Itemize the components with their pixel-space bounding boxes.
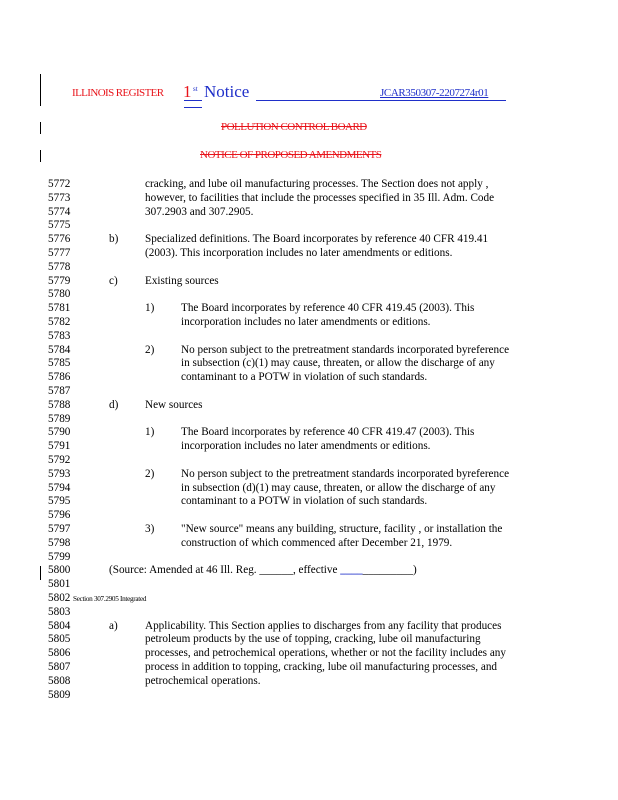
line-number: 5788 [48,398,71,411]
line-number: 5777 [48,247,71,259]
line-text: incorporation includes no later amendments or editions. [181,440,431,453]
line-number: 5801 [48,578,71,591]
board-name: POLLUTION CONTROL BOARD [221,121,367,133]
line-number: 5794 [48,481,71,494]
line-text: petroleum products by the use of topping, cracking, lube oil manufacturing [145,633,481,646]
line-text: Existing sources [145,274,219,287]
line-number: 5805 [48,633,71,646]
line-number: 5792 [48,454,71,466]
line-number: 5800 [48,564,71,577]
notice-title: NOTICE OF PROPOSED AMENDMENTS [200,149,382,161]
doc-id: JCAR350307-2207274r01 [380,87,489,99]
change-bar [40,150,41,162]
change-bar [40,566,41,580]
line-text: cracking, and lube oil manufacturing processes. The Section does not apply , [145,178,489,190]
section-heading: Section 307.2905 Integrated [73,595,147,603]
line-number: 5772 [48,178,71,190]
line-text: Specialized definitions. The Board incorporates by reference 40 CFR 419.41 [145,233,489,246]
line-text: The Board incorporates by reference 40 CFR 419.47 (2003). This [181,426,475,439]
line-number: 5795 [48,495,71,508]
line-number: 5799 [48,550,71,563]
line-number: 5775 [48,219,71,232]
line-text: No person subject to the pretreatment standards incorporated byreference [181,467,510,480]
line-number: 5793 [48,467,71,480]
line-number: 5780 [48,288,71,301]
line-number: 5789 [48,412,71,425]
line-number: 5802 [48,592,71,604]
line-text: (2003). This incorporation includes no later amendments or editions. [145,247,453,259]
line-text: construction of which commenced after December 21, 1979. [181,536,453,549]
effective-blank-rest: _________ [362,564,413,577]
source-blank: ______ [259,564,293,577]
line-text: 307.2903 and 307.2905. [145,205,254,218]
line-text: petrochemical operations. [145,674,261,687]
line-text: contaminant to a POTW in violation of such standards. [181,495,428,508]
line-number: 5786 [48,371,71,384]
source-suffix: ) [412,564,417,577]
line-text: in subsection (c)(1) may cause, threaten, or allow the discharge of any [181,357,495,370]
list-marker: 2) [145,343,155,356]
line-number: 5776 [48,233,71,246]
line-number: 5774 [48,205,71,218]
change-bar [40,122,41,134]
line-number: 5781 [48,302,71,315]
list-marker: a) [109,619,118,632]
source-prefix: (Source: Amended at 46 Ill. Reg. [109,564,260,577]
line-text: in subsection (d)(1) may cause, threaten, or allow the discharge of any [181,481,496,494]
line-number: 5798 [48,536,71,549]
line-text: No person subject to the pretreatment standards incorporated byreference [181,343,510,356]
footnote-mark: st [193,85,198,93]
notice-label: Notice [204,82,250,101]
list-marker: 3) [145,523,155,535]
list-marker: 1) [145,426,155,439]
change-bar [40,74,41,106]
line-text: The Board incorporates by reference 40 CFR 419.45 (2003). This [181,302,475,315]
line-number: 5790 [48,426,71,439]
line-number: 5807 [48,661,71,673]
register-title: ILLINOIS REGISTER [72,87,164,99]
line-number: 5804 [48,619,71,632]
line-text: Applicability. This Section applies to discharges from any facility that produces [145,619,502,632]
effective-blank: ____ [340,564,363,577]
line-number: 5787 [48,385,71,397]
insert-mark [184,100,202,108]
page-number: 1 [183,82,192,101]
line-text: processes, and petrochemical operations, whether or not the facility includes any [145,647,506,660]
line-number: 5785 [48,357,71,370]
line-number: 5791 [48,440,71,453]
line-text: contaminant to a POTW in violation of such standards. [181,371,428,384]
line-number: 5779 [48,274,71,287]
list-marker: 2) [145,467,155,480]
line-number: 5773 [48,191,71,204]
line-text: "New source" means any building, structure, facility , or installation the [181,523,503,535]
line-number: 5782 [48,316,71,328]
line-number: 5796 [48,509,71,522]
line-number: 5809 [48,688,71,701]
line-number: 5808 [48,674,71,687]
line-number: 5803 [48,605,71,618]
list-marker: 1) [145,302,155,315]
line-text: however, to facilities that include the processes specified in 35 Ill. Adm. Code [145,191,495,204]
line-number: 5797 [48,523,71,535]
line-text: New sources [145,398,203,411]
line-number: 5783 [48,329,71,342]
line-text: process in addition to topping, cracking, lube oil manufacturing processes, and [145,661,498,673]
line-text: incorporation includes no later amendments or editions. [181,316,431,328]
list-marker: c) [109,274,118,287]
source-text [109,564,417,578]
source-mid: , effective [292,564,341,577]
list-marker: d) [109,398,119,411]
line-number: 5784 [48,343,71,356]
line-number: 5806 [48,647,71,660]
list-marker: b) [109,233,119,246]
header-rule [256,100,506,101]
line-number: 5778 [48,260,71,273]
